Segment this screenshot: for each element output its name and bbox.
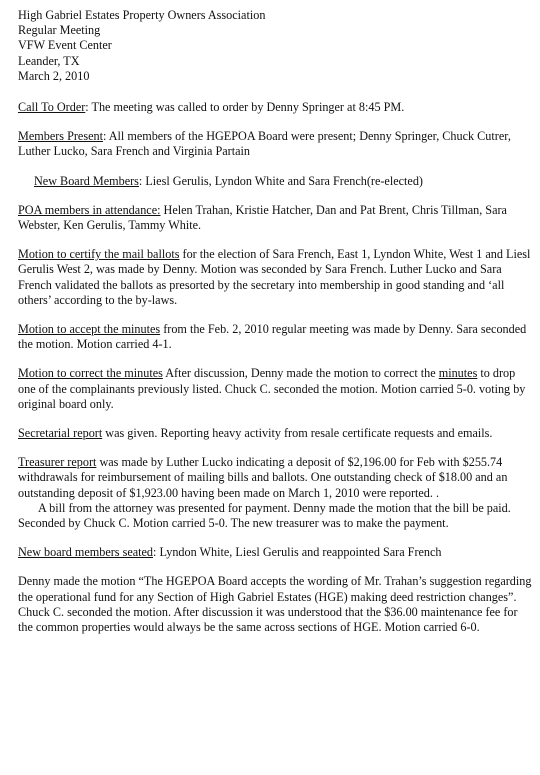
members-present-section bbox=[18, 129, 534, 159]
section-text: : The meeting was called to order by Denny Springer at 8:45 PM. bbox=[85, 100, 405, 115]
meeting-city: Leander, TX bbox=[18, 53, 80, 68]
attorney-bill-paragraph: A bill from the attorney was presented for payment. Denny made the motion that the bill be paid. Seconded by Chuck C. Motion carried 5-0. The new treasurer was to make the payment. bbox=[18, 500, 511, 531]
section-text: Helen Trahan, Kristie Hatcher, Dan and Pat Brent, Chris Tillman, Sara Webster, Ken Gerulis, Tammy White. bbox=[18, 202, 507, 233]
section-label: Motion to certify the mail ballots bbox=[18, 247, 180, 262]
poa-members-section bbox=[18, 203, 534, 233]
minutes-word: minutes bbox=[438, 366, 478, 381]
section-label: New board members seated bbox=[18, 545, 154, 560]
mail-ballots-section bbox=[18, 247, 534, 308]
treasurer-report-section bbox=[18, 455, 534, 501]
section-label: New Board Members bbox=[34, 173, 139, 188]
association-name: High Gabriel Estates Property Owners Association bbox=[18, 8, 266, 22]
section-text: for the election of Sara French, East 1, Lyndon White, West 1 and Liesl Gerulis West 2, was made by Denny. Motion was seconded by Sara French. Luther Lucko and Sara French validated the ballots as presorted by the secretary into membership in good standing and ‘all others’ according to the by-laws. bbox=[18, 247, 531, 307]
section-label: Treasurer report bbox=[18, 455, 97, 470]
section-label: Secretarial report bbox=[18, 426, 103, 441]
section-label: Call To Order bbox=[18, 100, 86, 115]
accept-minutes-section bbox=[18, 322, 534, 352]
operational-fund-section: Denny made the motion “The HGEPOA Board accepts the wording of Mr. Trahan’s suggestion regarding the operational fund for any Section of High Gabriel Estates (HGE) making deed restriction changes”. Chuck C. seconded the motion. After discussion it was understood that the $36.00 maintenance fee for the common properties would always be the same across sections of HGE. Motion carried 6-0. bbox=[18, 574, 532, 635]
document-header bbox=[18, 8, 534, 84]
meeting-type: Regular Meeting bbox=[18, 23, 101, 38]
section-text: was made by Luther Lucko indicating a deposit of $2,196.00 for Feb with $255.74 withdrawals for reimbursement of mailing bills and ballots. One outstanding check of $18.00 and an outstanding deposit of $1,923.00 having been made on March 1, 2010 were reported. . bbox=[18, 455, 508, 500]
section-text: : Lyndon White, Liesl Gerulis and reappointed Sara French bbox=[153, 545, 442, 560]
section-text: : Liesl Gerulis, Lyndon White and Sara French(re-elected) bbox=[138, 173, 423, 188]
section-label: Members Present bbox=[18, 129, 103, 144]
section-text: from the Feb. 2, 2010 regular meeting was made by Denny. Sara seconded the motion. Motion carried 4-1. bbox=[18, 322, 527, 352]
board-seated-section bbox=[18, 545, 534, 560]
correct-minutes-section bbox=[18, 366, 534, 412]
section-text: After discussion, Denny made the motion to correct the bbox=[162, 366, 439, 381]
section-label: POA members in attendance: bbox=[18, 202, 161, 217]
meeting-venue: VFW Event Center bbox=[18, 38, 112, 53]
new-board-members-section bbox=[18, 174, 534, 189]
secretarial-report-section bbox=[18, 426, 534, 441]
meeting-date: March 2, 2010 bbox=[18, 68, 90, 83]
call-to-order-section bbox=[18, 100, 534, 115]
section-text: was given. Reporting heavy activity from resale certificate requests and emails. bbox=[102, 426, 493, 441]
section-text: : All members of the HGEPOA Board were present; Denny Springer, Chuck Cutrer, Luther Lucko, Sara French and Virginia Partain bbox=[18, 129, 511, 159]
section-text: to drop one of the complainants previously listed. Chuck C. seconded the motion. Motion carried 5-0. voting by original board only. bbox=[18, 366, 526, 411]
section-label: Motion to accept the minutes bbox=[18, 322, 161, 337]
section-label: Motion to correct the minutes bbox=[18, 366, 163, 381]
